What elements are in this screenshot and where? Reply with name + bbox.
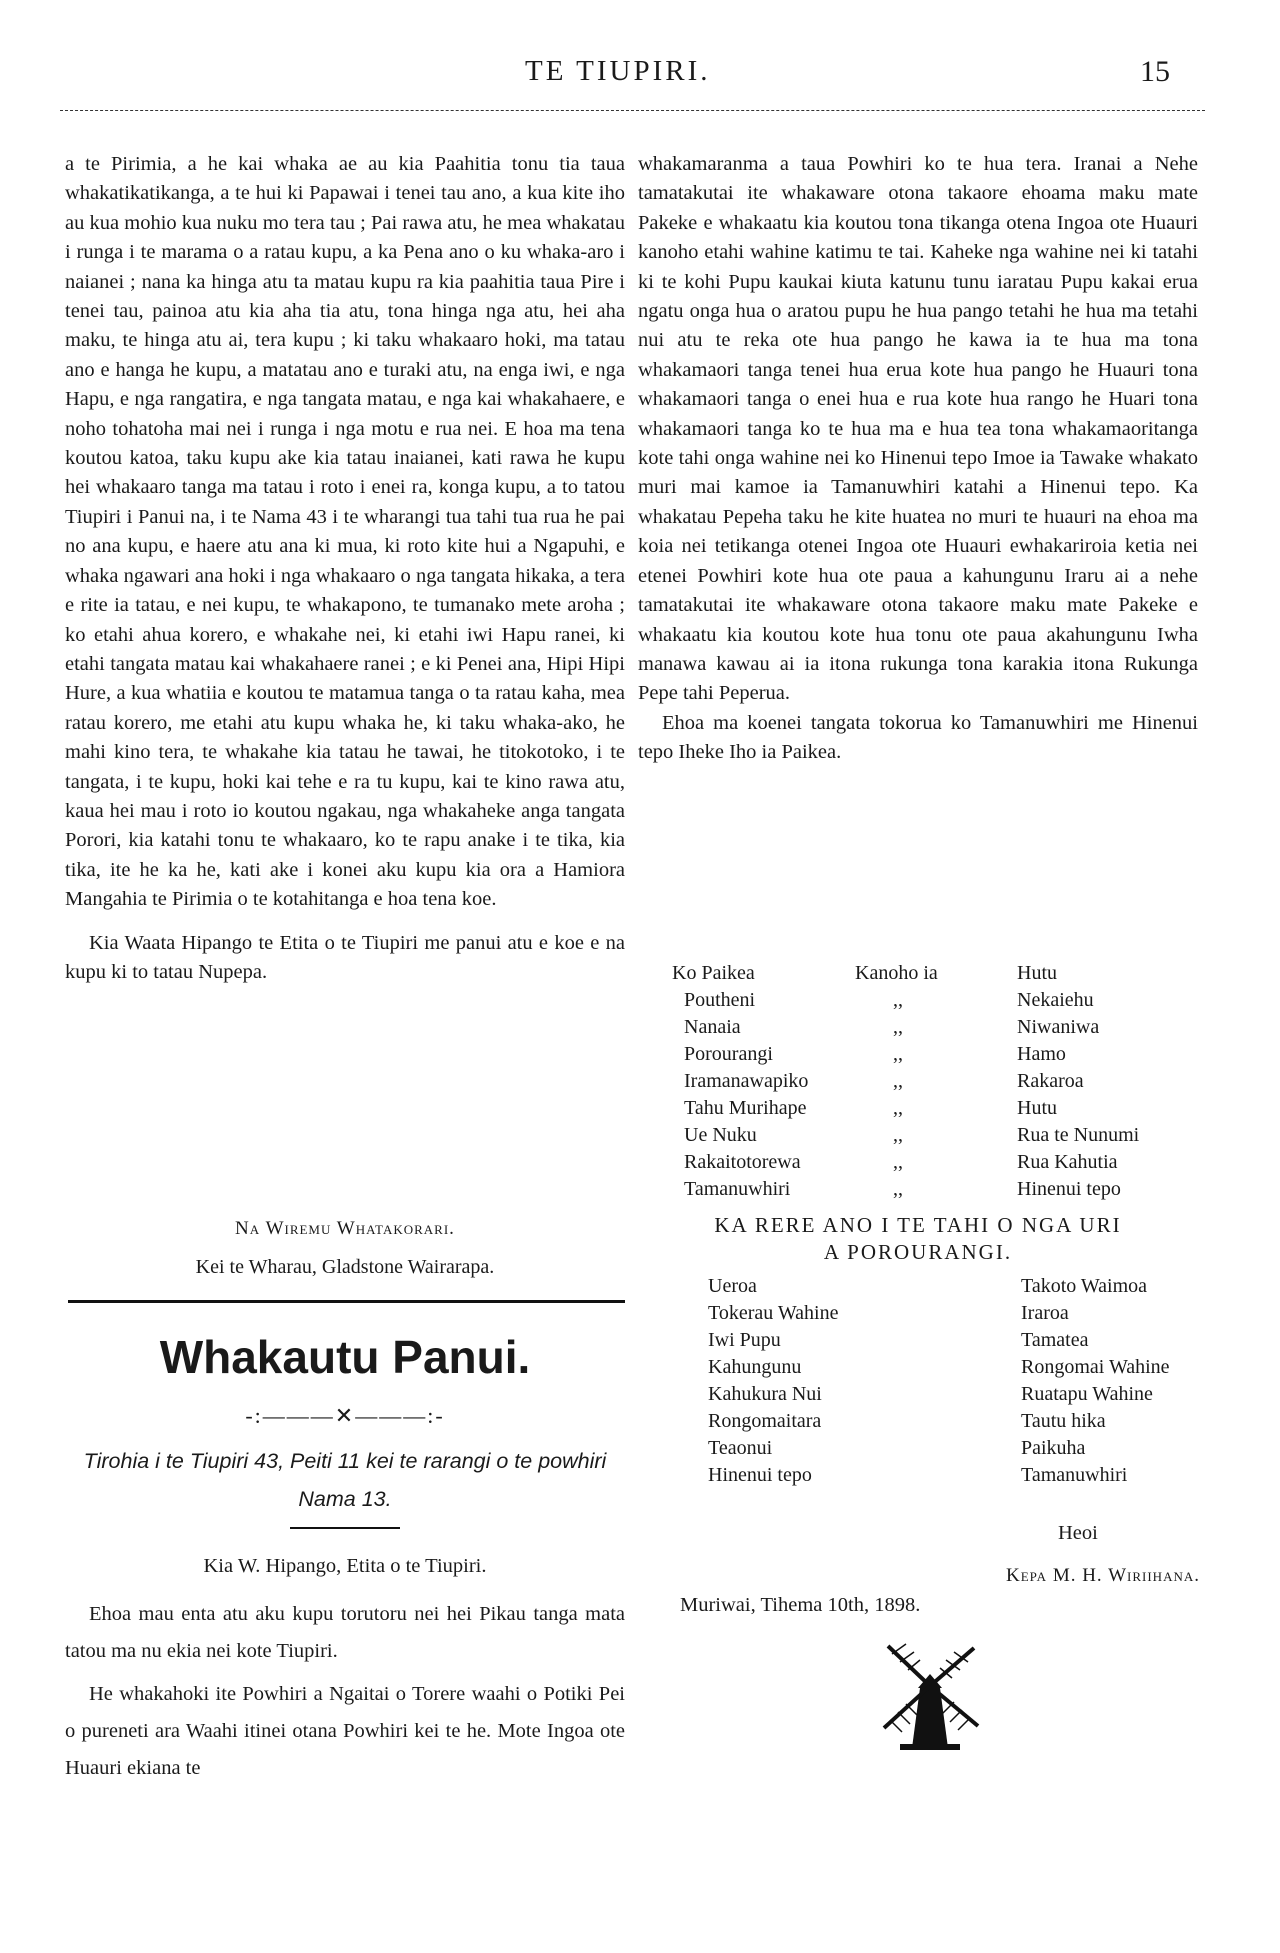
- descendants-row: [708, 1383, 1170, 1410]
- genealogy-table: [672, 962, 1139, 1205]
- genealogy-spouse: Nekaiehu: [1017, 989, 1094, 1011]
- genealogy-row: [672, 1178, 1139, 1205]
- section-divider: [68, 1300, 625, 1303]
- genealogy-ancestor: Rakaitotorewa: [684, 1151, 801, 1173]
- masthead-title: TE TIUPIRI.: [525, 55, 711, 87]
- genealogy-ancestor: Tamanuwhiri: [684, 1178, 791, 1200]
- genealogy-row: [672, 1151, 1139, 1178]
- descendants-row: [708, 1410, 1170, 1437]
- genealogy-row: [672, 989, 1139, 1016]
- genealogy-relation: ,,: [893, 1151, 903, 1173]
- genealogy-relation: ,,: [893, 1124, 903, 1146]
- genealogy-spouse: Rakaroa: [1017, 1070, 1084, 1092]
- genealogy-ancestor: Ue Nuku: [684, 1124, 757, 1146]
- genealogy-ancestor: Nanaia: [684, 1016, 741, 1038]
- genealogy-spouse: Hutu: [1017, 1097, 1057, 1119]
- genealogy-spouse: Hinenui tepo: [1017, 1178, 1121, 1200]
- genealogy-relation: ,,: [893, 1016, 903, 1038]
- dateline: Muriwai, Tihema 10th, 1898.: [680, 1594, 921, 1616]
- genealogy-relation: ,,: [893, 1097, 903, 1119]
- descendants-heading-line-2: A POROURANGI.: [823, 1240, 1013, 1264]
- notice-paragraph-2: He whakahoki ite Powhiri a Ngaitai o Torere waahi o Potiki Pei o pureneti ara Waahi itinei otana Powhiri kei te he. Mote Ingoa ote Huauri ekiana te: [65, 1683, 625, 1779]
- left-article-closing: Kia Waata Hipango te Etita o te Tiupiri me panui atu e koe e na kupu ki to tatau Nupepa.: [65, 931, 625, 983]
- descendant-left: Iwi Pupu: [708, 1329, 781, 1351]
- descendant-left: Kahungunu: [708, 1356, 802, 1378]
- genealogy-row: [672, 1016, 1139, 1043]
- windmill-ornament-icon: [870, 1640, 990, 1752]
- descendants-row: [708, 1356, 1170, 1383]
- left-article-body: a te Pirimia, a he kai whaka ae au kia Paahitia tonu tia taua whakatikatikanga, a te hui ki Papawai i tenei tau ano, a kua kite iho au kua mohio kua nuku mo tera tau ; Pai rawa atu, he mea whakatau i runga i te marama o a ratau kupu, a ka Pena ano o ku whaka-aro i naianei ; nana ka hinga atu ta matau kupu ra kia paahitia taua Pire i tenei tau, painoa atu kia aha tia atu, tona hinga nga atu, hei aha maku, te hinga atu ai, tera kupu ; ki taku whakaaro hoki, ma tatau ano e hanga he kupu, a matatau ano e turaki atu, na enga iwi, e nga Hapu, e nga rangatira, e nga tangata matau, e nga kai whakahaere, e noho tohatoha mai nei i runga i nga motu e rua nei. E hoa ma tena koutou katoa, taku kupu ake kia tatau inaianei, kati rawa he kupu hei whakaaro tanga ma tatau i roto i enei ra, konga kupu, a to tatou Tiupiri i Panui na, i te Nama 43 i te wharangi tua tahi tua rua he pai no ana kupu, e haere atu ana ki mua, ki roto kite hui a Ngapuhi, e whaka ngawari ana hoki i nga whakaaro o nga tangata hikaka, a tera e rite ia tatau, e nei kupu, te whakapono, te tumanako mete aroha ; ko etahi ahua korero, e whakahe nei, ki etahi iwi Hapu ranei, ki etahi tangata matau kai whakahaere ranei ; e ki Penei ana, Hipi Hipi Hure, a kua whatiia e koutou te matamua tanga o ta ratau kaha, mea ratau korero, me etahi atu kupu whaka he, ki taku whaka-ako, he mahi kino tera, te whakahe kia tatau he tawai, he titokotoko, i te tangata, i te kupu, hoki kai tehe e ra tu kupu, kai te kino rawa atu, kaua hei mau i roto io koutou ngakau, nga whakaheke anga tangata Porori, kia katahi tonu te whakaaro, ko te rapu anake i te tika, kia tika, ite he ka he, kati ake i konei aku kupu kia ora a Hamiora Mangahia te Pirimia o te kotahitanga e hoa tena koe.: [65, 153, 625, 911]
- notice-addressee: Kia W. Hipango, Etita o te Tiupiri.: [203, 1555, 487, 1577]
- right-signature: Kepa M. H. Wiriihana.: [1005, 1565, 1200, 1586]
- genealogy-ancestor: Poutheni: [684, 989, 756, 1011]
- descendant-right: Rongomai Wahine: [1021, 1356, 1170, 1378]
- descendants-heading-line-1: KA RERE ANO I TE TAHI O NGA URI: [714, 1213, 1122, 1237]
- descendants-row: [708, 1275, 1170, 1302]
- left-signature: Na Wiremu Whatakorari.: [235, 1218, 455, 1239]
- closing-heoi: Heoi: [1058, 1522, 1098, 1544]
- descendants-row: [708, 1464, 1170, 1491]
- notice-paragraph-1: Ehoa mau enta atu aku kupu torutoru nei hei Pikau tanga mata tatou ma nu ekia nei kote Tiupiri.: [65, 1603, 625, 1662]
- genealogy-ancestor: Ko Paikea: [672, 962, 755, 984]
- descendant-left: Tokerau Wahine: [708, 1302, 839, 1324]
- descendant-right: Tautu hika: [1021, 1410, 1106, 1432]
- descendant-left: Teaonui: [708, 1437, 773, 1459]
- genealogy-row: [672, 1043, 1139, 1070]
- notice-title: Whakautu Panui.: [159, 1331, 531, 1383]
- left-location: Kei te Wharau, Gladstone Wairarapa.: [195, 1256, 495, 1278]
- descendant-right: Paikuha: [1021, 1437, 1086, 1459]
- descendants-table: [708, 1275, 1170, 1491]
- right-paragraph-2: Ehoa ma koenei tangata tokorua ko Tamanuwhiri me Hinenui tepo Iheke Iho ia Paikea.: [638, 711, 1198, 764]
- genealogy-row: [672, 1070, 1139, 1097]
- descendants-row: [708, 1302, 1170, 1329]
- genealogy-ancestor: Iramanawapiko: [684, 1070, 809, 1092]
- descendant-right: Ruatapu Wahine: [1021, 1383, 1153, 1405]
- genealogy-spouse: Rua Kahutia: [1017, 1151, 1118, 1173]
- descendant-left: Kahukura Nui: [708, 1383, 822, 1405]
- notice-lead: Tirohia i te Tiupiri 43, Peiti 11 kei te rarangi o te powhiri Nama 13.: [83, 1449, 607, 1511]
- descendant-left: Rongomaitara: [708, 1410, 822, 1432]
- genealogy-relation: Kanoho ia: [855, 962, 938, 984]
- notice-body: [65, 1596, 625, 1787]
- genealogy-relation: ,,: [893, 1043, 903, 1065]
- genealogy-spouse: Hamo: [1017, 1043, 1066, 1065]
- genealogy-relation: ,,: [893, 989, 903, 1011]
- left-article: [65, 150, 625, 987]
- descendant-left: Ueroa: [708, 1275, 757, 1297]
- genealogy-ancestor: Porourangi: [684, 1043, 773, 1065]
- notice-ornament: -:———✕———:-: [245, 1403, 445, 1428]
- descendant-right: Takoto Waimoa: [1021, 1275, 1148, 1297]
- genealogy-row: [672, 962, 1139, 989]
- right-paragraph-1: whakamaranma a taua Powhiri ko te hua tera. Iranai a Nehe tamatakutai ite whakaware otona takaore ehoama maku mate Pakeke e whakaatu kia koutou tona tikanga otena Ingoa ote Huauri kanoho etahi wahine katimu te tai. Kaheke nga wahine nei ki tatahi ki te kohi Pupu kaukai kiuta katunu tunu iaratau Pupu kakai erua ngatu onga hua o aratou pupu he hua pango tetahi he hua ma tetahi nui atu te reka ote hua pango he kawa ia te hua ma tona whakamaori tanga tenei hua erua kote hua pango he Huauri tona whakamaori tanga o enei hua e rua kote hua rango he Huari tona whakamaori tanga ko te hua ma e hua tea tona whakamaoritanga kote tahi onga wahine nei ko Hinenui tepo Imoe ia Tawake whakato muri mai kamoe ia Tamanuwhiri katahi a Hinenui tepo. Ka whakatau Pepeha taku he kite huatea no muri te huauri na ehoa ma koia nei tetikanga otenei Ingoa ote Huauri ewhakariroia ketia nei etenei Powhiri kote hua ote paua a kahungunu Iraru ai a nehe tamatakutai ite whakaware otona takaore maku mate Pakeke e whakaatu kia koutou kote hua tonu ote paua akahungunu Iwha manawa kawau ai ia itona rukunga tona karakia itona Rukunga Pepe tahi Peperua.: [638, 153, 1198, 705]
- descendants-row: [708, 1437, 1170, 1464]
- descendant-left: Hinenui tepo: [708, 1464, 812, 1486]
- descendant-right: Tamanuwhiri: [1021, 1464, 1128, 1486]
- genealogy-relation: ,,: [893, 1178, 903, 1200]
- genealogy-relation: ,,: [893, 1070, 903, 1092]
- descendants-row: [708, 1329, 1170, 1356]
- genealogy-row: [672, 1097, 1139, 1124]
- genealogy-spouse: Niwaniwa: [1017, 1016, 1100, 1038]
- descendants-heading: [638, 1212, 1198, 1266]
- genealogy-spouse: Rua te Nunumi: [1017, 1124, 1140, 1146]
- descendant-right: Tamatea: [1021, 1329, 1089, 1351]
- genealogy-row: [672, 1124, 1139, 1151]
- notice-rule: [290, 1527, 400, 1529]
- genealogy-spouse: Hutu: [1017, 962, 1057, 984]
- right-article: [638, 150, 1198, 768]
- genealogy-ancestor: Tahu Murihape: [684, 1097, 807, 1119]
- descendant-right: Iraroa: [1021, 1302, 1069, 1324]
- page-number: 15: [1140, 55, 1170, 88]
- header-rule: [60, 110, 1205, 111]
